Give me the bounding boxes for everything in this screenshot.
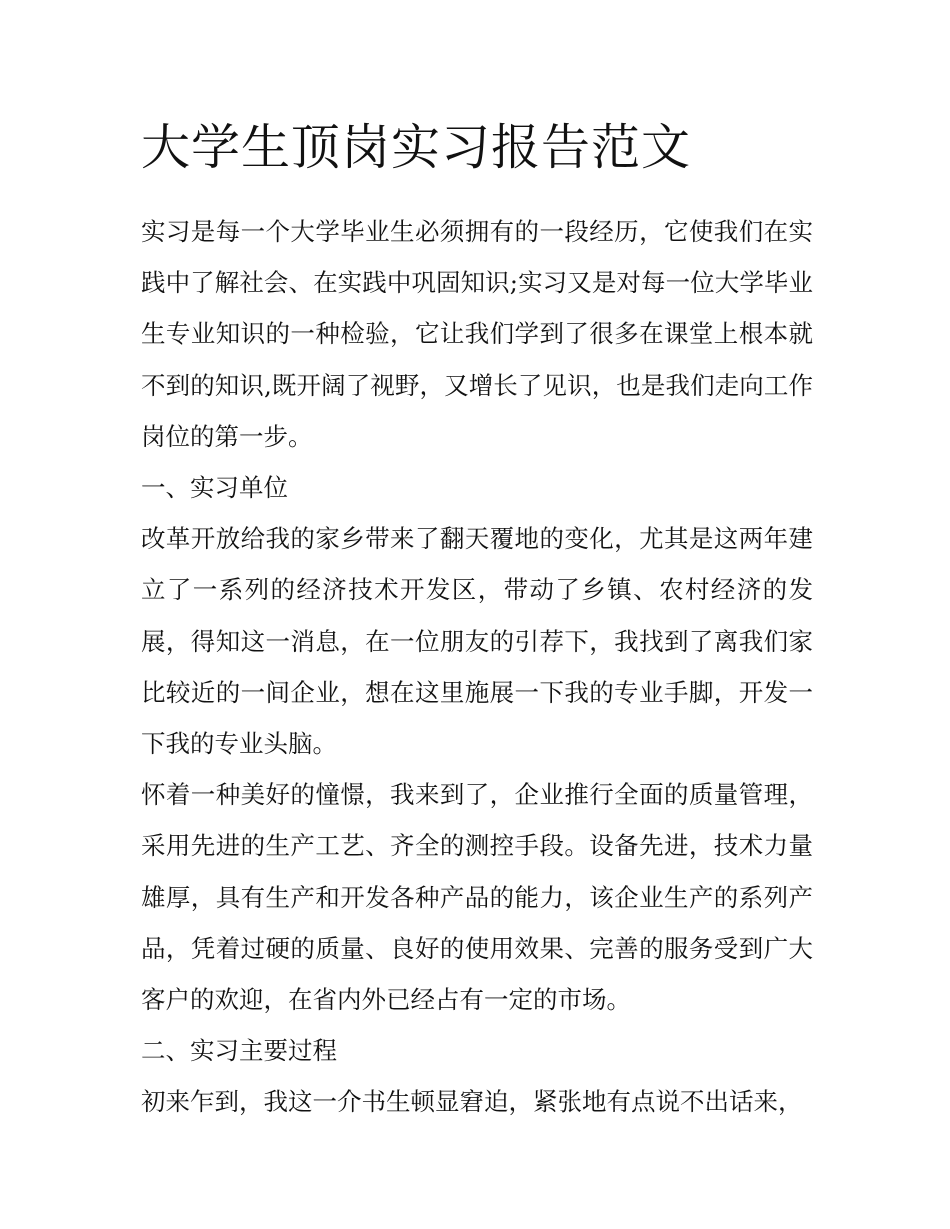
document-title: 大学生顶岗实习报告范文 [141, 119, 692, 176]
paragraph-company: 怀着一种美好的憧憬，我来到了，企业推行全面的质量管理，采用先进的生产工艺、齐全的测控手段。设备先进，技术力量雄厚，具有生产和开发各种产品的能力，该企业生产的系列产品，凭着过硬的质量、良好的使用效果、完善的服务受到广大客户的欢迎，在省内外已经占有一定的市场。 [141, 780, 813, 1015]
section-heading-main-process: 二、实习主要过程 [141, 1036, 337, 1066]
paragraph-hometown: 改革开放给我的家乡带来了翻天覆地的变化，尤其是这两年建立了一系列的经济技术开发区，带动了乡镇、农村经济的发展，得知这一消息，在一位朋友的引荐下，我找到了离我们家比较近的一间企业，想在这里施展一下我的专业手脚，开发一下我的专业头脑。 [141, 524, 813, 759]
paragraph-arrival: 初来乍到，我这一介书生顿显窘迫，紧张地有点说不出话来， [141, 1087, 803, 1117]
document-body [141, 112, 813, 1128]
section-heading-internship-unit: 一、实习单位 [141, 473, 288, 503]
paragraph-intro: 实习是每一个大学毕业生必须拥有的一段经历，它使我们在实践中了解社会、在实践中巩固知识;实习又是对每一位大学毕业生专业知识的一种检验，它让我们学到了很多在课堂上根本就不到的知识,既开阔了视野，又增长了见识，也是我们走向工作岗位的第一步。 [141, 217, 813, 451]
